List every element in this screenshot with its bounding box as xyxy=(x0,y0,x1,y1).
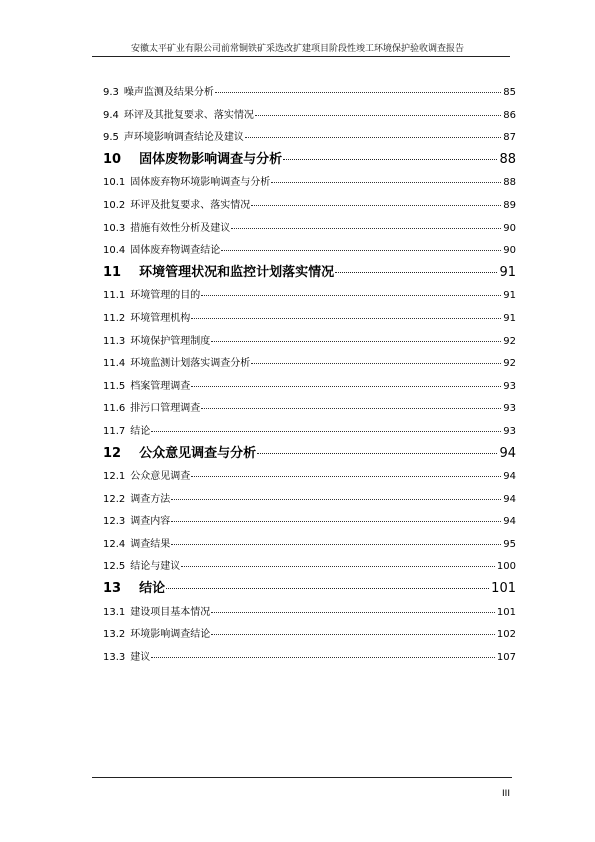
toc-entry-title: 环评及其批复要求、落实情况 xyxy=(123,109,254,121)
toc-entry-title: 噪声监测及结果分析 xyxy=(123,87,214,98)
toc-entry-page: 90 xyxy=(503,222,516,234)
toc-entry-number: 11 xyxy=(103,264,122,280)
dot-leader xyxy=(151,657,495,658)
toc-entry-page: 89 xyxy=(503,199,516,211)
toc-section-entry[interactable] xyxy=(103,80,516,103)
toc-section-entry[interactable] xyxy=(103,125,516,148)
dot-leader xyxy=(201,408,501,409)
toc-entry-page: 91 xyxy=(503,312,516,324)
toc-entry-page: 101 xyxy=(496,606,516,618)
toc-entry-number: 9.5 xyxy=(103,132,119,144)
toc-entry-title: 固体废弃物环境影响调查与分析 xyxy=(130,177,271,189)
toc-entry-page: 90 xyxy=(503,245,516,257)
toc-entry-number: 13.3 xyxy=(103,651,126,663)
toc-section-entry[interactable] xyxy=(103,216,516,239)
dot-leader xyxy=(201,295,501,296)
toc-section-entry[interactable] xyxy=(103,509,516,532)
toc-entry-page: 92 xyxy=(503,335,516,347)
dot-leader xyxy=(171,544,501,545)
toc-entry-page: 91 xyxy=(499,264,516,280)
toc-section-entry[interactable] xyxy=(103,374,516,397)
dot-leader xyxy=(231,228,501,229)
dot-leader xyxy=(257,453,497,454)
toc-entry-number: 11.5 xyxy=(103,380,126,392)
toc-entry-page: 100 xyxy=(496,561,516,573)
toc-entry-number: 10.4 xyxy=(103,245,126,257)
toc-entry-page: 93 xyxy=(503,425,516,437)
toc-entry-page: 95 xyxy=(503,538,516,550)
toc-entry-title: 环境监测计划落实调查分析 xyxy=(130,358,251,370)
toc-entry-page: 94 xyxy=(499,445,516,461)
toc-entry-page: 93 xyxy=(503,403,516,415)
dot-leader xyxy=(211,612,495,613)
toc-entry-page: 91 xyxy=(503,290,516,302)
toc-entry-number: 12.2 xyxy=(103,493,126,505)
dot-leader xyxy=(283,159,497,160)
toc-entry-page: 93 xyxy=(503,380,516,392)
toc-entry-page: 94 xyxy=(503,516,516,528)
dot-leader xyxy=(191,476,501,477)
dot-leader xyxy=(335,272,497,273)
dot-leader xyxy=(171,521,501,522)
toc-entry-page: 88 xyxy=(503,177,516,189)
toc-entry-number: 12.1 xyxy=(103,471,126,483)
toc-section-entry[interactable] xyxy=(103,419,516,442)
toc-section-entry[interactable] xyxy=(103,622,516,645)
toc-entry-number: 12.4 xyxy=(103,538,126,550)
toc-section-entry[interactable] xyxy=(103,193,516,216)
toc-entry-number: 11.1 xyxy=(103,290,126,302)
toc-entry-page: 88 xyxy=(499,151,516,167)
toc-chapter-entry[interactable] xyxy=(103,577,516,600)
toc-entry-title: 环境影响调查结论 xyxy=(130,629,211,641)
dot-leader xyxy=(181,566,495,567)
toc-entry-title: 声环境影响调查结论及建议 xyxy=(123,132,244,144)
toc-entry-title: 环境保护管理制度 xyxy=(130,335,211,347)
toc-entry-page: 94 xyxy=(503,493,516,505)
toc-entry-title: 建设项目基本情况 xyxy=(130,606,211,618)
toc-entry-number: 12 xyxy=(103,445,122,461)
toc-entry-number: 11.7 xyxy=(103,425,126,437)
dot-leader xyxy=(191,386,501,387)
toc-entry-title: 调查结果 xyxy=(130,538,171,550)
toc-entry-title: 环境管理机构 xyxy=(130,312,191,324)
toc-section-entry[interactable] xyxy=(103,329,516,352)
toc-entry-number: 11.2 xyxy=(103,312,126,324)
toc-entry-number: 11.4 xyxy=(103,358,126,370)
toc-section-entry[interactable] xyxy=(103,283,516,306)
toc-entry-title: 建议 xyxy=(130,651,151,663)
toc-entry-title: 固体废弃物调查结论 xyxy=(130,245,221,257)
toc-section-entry[interactable] xyxy=(103,170,516,193)
dot-leader xyxy=(251,363,501,364)
toc-entry-page: 85 xyxy=(503,87,516,98)
toc-entry-title: 环境管理的目的 xyxy=(130,290,201,302)
toc-section-entry[interactable] xyxy=(103,396,516,419)
toc-entry-page: 92 xyxy=(503,358,516,370)
toc-entry-title: 公众意见调查 xyxy=(130,471,191,483)
toc-section-entry[interactable] xyxy=(103,464,516,487)
toc-entry-title: 调查内容 xyxy=(130,516,171,528)
toc-entry-number: 11.6 xyxy=(103,403,126,415)
toc-entry-title: 排污口管理调查 xyxy=(130,403,201,415)
toc-section-entry[interactable] xyxy=(103,600,516,623)
toc-entry-number: 13.2 xyxy=(103,629,126,641)
toc-entry-number: 10.3 xyxy=(103,222,126,234)
toc-entry-page: 86 xyxy=(503,109,516,121)
toc-entry-page: 87 xyxy=(503,132,516,144)
toc-entry-number: 11.3 xyxy=(103,335,126,347)
toc-entry-title: 结论 xyxy=(139,581,166,597)
toc-entry-title: 环境管理状况和监控计划落实情况 xyxy=(139,264,335,280)
toc-section-entry[interactable] xyxy=(103,103,516,126)
toc-entry-number: 10.1 xyxy=(103,177,126,189)
header-divider xyxy=(92,56,510,57)
toc-entry-number: 12.3 xyxy=(103,516,126,528)
toc-entry-page: 94 xyxy=(503,471,516,483)
dot-leader xyxy=(215,92,501,93)
toc-entry-number: 12.5 xyxy=(103,561,126,573)
dot-leader xyxy=(191,318,501,319)
toc-entry-page: 101 xyxy=(491,581,516,597)
toc-section-entry[interactable] xyxy=(103,487,516,510)
toc-entry-number: 10.2 xyxy=(103,199,126,211)
footer-divider xyxy=(92,777,512,778)
running-header: 安徽太平矿业有限公司前常铜铁矿采选改扩建项目阶段性竣工环境保护验收调查报告 xyxy=(130,44,464,54)
toc-entry-number: 13 xyxy=(103,581,122,597)
toc-section-entry[interactable] xyxy=(103,351,516,374)
dot-leader xyxy=(221,250,501,251)
page-number: III xyxy=(502,789,510,799)
toc-section-entry[interactable] xyxy=(103,554,516,577)
dot-leader xyxy=(211,341,501,342)
toc-section-entry[interactable] xyxy=(103,306,516,329)
toc-entry-number: 13.1 xyxy=(103,606,126,618)
toc-entry-title: 结论 xyxy=(130,425,151,437)
table-of-contents xyxy=(103,80,516,667)
dot-leader xyxy=(245,137,501,138)
dot-leader xyxy=(151,431,501,432)
dot-leader xyxy=(166,588,489,589)
toc-entry-title: 固体废物影响调查与分析 xyxy=(139,151,283,167)
toc-entry-title: 调查方法 xyxy=(130,493,171,505)
toc-chapter-entry[interactable] xyxy=(103,148,516,171)
toc-entry-title: 结论与建议 xyxy=(130,561,181,573)
toc-entry-page: 107 xyxy=(496,651,516,663)
dot-leader xyxy=(211,634,495,635)
toc-section-entry[interactable] xyxy=(103,238,516,261)
toc-chapter-entry[interactable] xyxy=(103,261,516,284)
toc-section-entry[interactable] xyxy=(103,645,516,668)
dot-leader xyxy=(255,115,501,116)
toc-entry-title: 措施有效性分析及建议 xyxy=(130,222,231,234)
toc-entry-number: 9.4 xyxy=(103,109,119,121)
toc-section-entry[interactable] xyxy=(103,532,516,555)
dot-leader xyxy=(251,205,501,206)
toc-entry-number: 9.3 xyxy=(103,87,119,98)
toc-entry-title: 公众意见调查与分析 xyxy=(139,445,257,461)
toc-chapter-entry[interactable] xyxy=(103,442,516,465)
toc-entry-page: 102 xyxy=(496,629,516,641)
dot-leader xyxy=(271,182,501,183)
toc-entry-title: 环评及批复要求、落实情况 xyxy=(130,199,251,211)
toc-entry-number: 10 xyxy=(103,151,122,167)
toc-entry-title: 档案管理调查 xyxy=(130,380,191,392)
dot-leader xyxy=(171,499,501,500)
